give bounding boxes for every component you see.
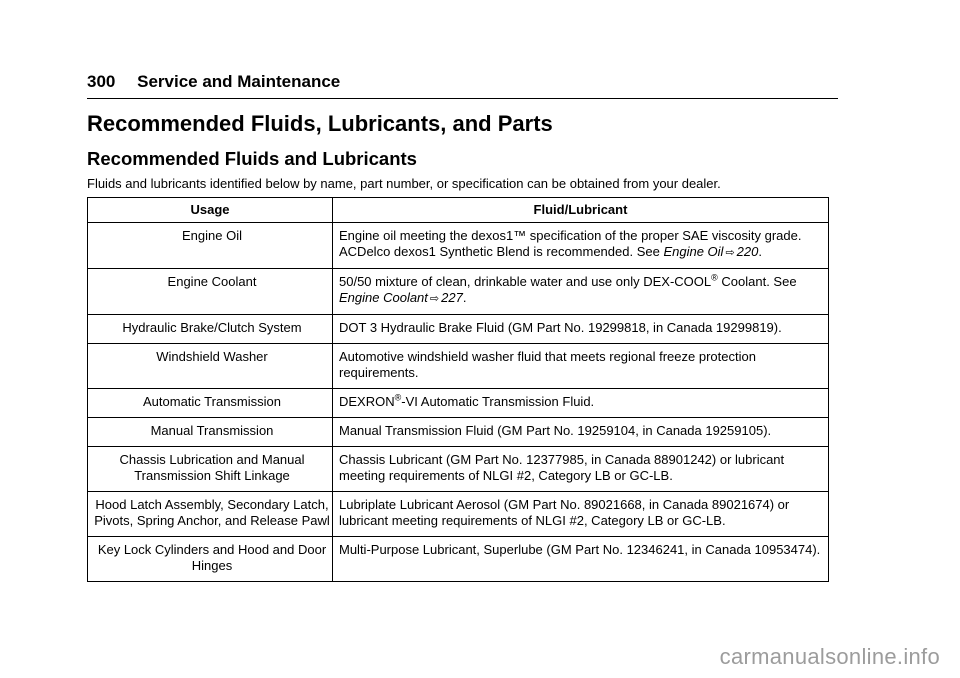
page-title: Recommended Fluids, Lubricants, and Parts xyxy=(87,111,553,136)
fluid-text: DEXRON xyxy=(339,394,395,409)
page-number: 300 xyxy=(87,72,116,91)
fluid-cell: Multi-Purpose Lubricant, Superlube (GM Part No. 12346241, in Canada 10953474). xyxy=(333,537,829,582)
usage-cell: Engine Oil xyxy=(88,223,333,269)
ref-end: . xyxy=(758,244,762,259)
page-ref-arrow-icon: ⇨ xyxy=(429,293,440,305)
fluids-table xyxy=(87,197,829,582)
usage-cell: Hood Latch Assembly, Secondary Latch, Pivots, Spring Anchor, and Release Pawl xyxy=(88,492,333,537)
fluid-cell xyxy=(333,389,829,418)
column-header-usage: Usage xyxy=(88,198,333,223)
usage-cell: Key Lock Cylinders and Hood and Door Hinges xyxy=(88,537,333,582)
engine-coolant-page-link[interactable]: 227 xyxy=(441,290,463,305)
table-header-row xyxy=(88,198,829,223)
engine-coolant-link[interactable]: Engine Coolant xyxy=(339,290,428,305)
engine-oil-page-link[interactable]: 220 xyxy=(736,244,759,259)
fluid-cell xyxy=(333,223,829,269)
usage-cell: Manual Transmission xyxy=(88,418,333,447)
usage-cell: Windshield Washer xyxy=(88,344,333,389)
registered-mark: ® xyxy=(394,392,402,403)
fluid-text-cont: -VI Automatic Transmission Fluid. xyxy=(401,394,595,409)
fluid-cell: Chassis Lubricant (GM Part No. 12377985, in Canada 88901242) or lubricant meeting requirements of NLGI #2, Category LB or GC-LB. xyxy=(333,447,829,492)
page-ref-arrow-icon: ⇨ xyxy=(725,247,735,259)
table-row xyxy=(88,418,829,447)
table-row xyxy=(88,223,829,269)
engine-oil-link[interactable]: Engine Oil xyxy=(663,244,724,259)
usage-cell: Chassis Lubrication and Manual Transmission Shift Linkage xyxy=(88,447,333,492)
site-watermark: carmanualsonline.info xyxy=(719,644,940,669)
usage-cell: Engine Coolant xyxy=(88,269,333,315)
fluid-cell: Lubriplate Lubricant Aerosol (GM Part No. 89021668, in Canada 89021674) or lubricant meeting requirements of NLGI #2, Category LB or GC-LB. xyxy=(333,492,829,537)
fluid-cell: Manual Transmission Fluid (GM Part No. 19259104, in Canada 19259105). xyxy=(333,418,829,447)
fluid-cell xyxy=(333,269,829,315)
registered-mark: ® xyxy=(711,272,718,283)
fluid-cell: Automotive windshield washer fluid that meets regional freeze protection requirements. xyxy=(333,344,829,389)
table-row xyxy=(88,447,829,492)
section-name: Service and Maintenance xyxy=(137,72,341,91)
intro-text: Fluids and lubricants identified below by name, part number, or specification can be obtained from your dealer. xyxy=(87,176,721,191)
fluid-cell: DOT 3 Hydraulic Brake Fluid (GM Part No. 19299818, in Canada 19299819). xyxy=(333,315,829,344)
page-header xyxy=(87,72,838,99)
table-row xyxy=(88,344,829,389)
column-header-fluid: Fluid/Lubricant xyxy=(333,198,829,223)
fluid-text-cont: Coolant. See xyxy=(717,274,797,289)
usage-cell: Hydraulic Brake/Clutch System xyxy=(88,315,333,344)
table-row xyxy=(88,492,829,537)
fluid-text: Engine oil meeting the dexos1™ specification of the proper SAE viscosity grade. ACDelco dexos1 Synthetic Blend is recommended. See xyxy=(339,228,802,259)
table-row xyxy=(88,269,829,315)
table-row xyxy=(88,315,829,344)
usage-cell: Automatic Transmission xyxy=(88,389,333,418)
section-subtitle: Recommended Fluids and Lubricants xyxy=(87,148,417,169)
table-row xyxy=(88,389,829,418)
table-row xyxy=(88,537,829,582)
fluid-text: 50/50 mixture of clean, drinkable water and use only DEX-COOL xyxy=(339,274,712,289)
ref-end: . xyxy=(462,290,467,305)
